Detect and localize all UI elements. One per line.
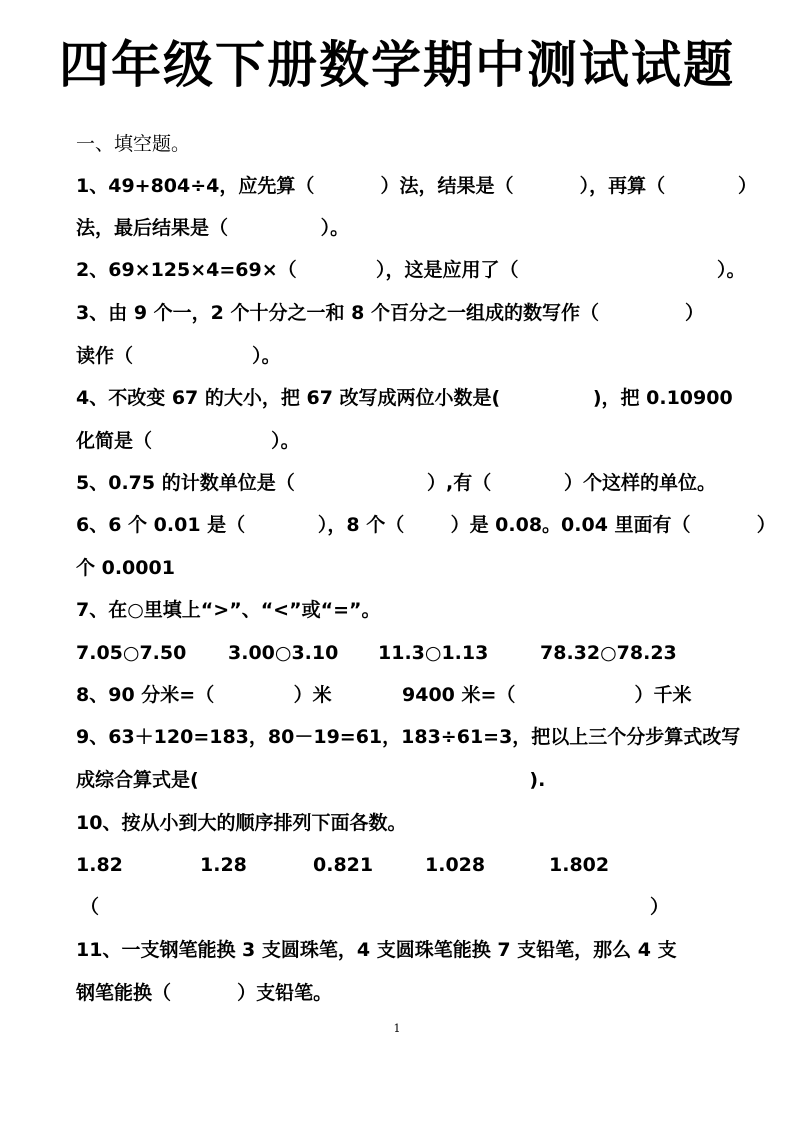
question-1-line-2: 法，最后结果是（ ）。 xyxy=(76,217,350,239)
number-item: 1.28 xyxy=(200,854,247,876)
question-4-line-1: 4、不改变 67 的大小，把 67 改写成两位小数是( )，把 0.10900 xyxy=(76,387,733,409)
page-title: 四年级下册数学期中测试试题 xyxy=(59,36,735,94)
question-9-line-2: 成综合算式是( ). xyxy=(76,769,546,791)
question-4-line-2: 化简是（ ）。 xyxy=(76,430,300,452)
question-6-line-2: 个 0.0001 xyxy=(76,557,175,579)
question-2: 2、69×125×4=69×（ ），这是应用了（ ）。 xyxy=(76,259,746,281)
question-11-line-2: 钢笔能换（ ）支铅笔。 xyxy=(76,982,333,1004)
question-5: 5、0.75 的计数单位是（ ）,有（ ）个这样的单位。 xyxy=(76,472,716,494)
answer-paren-close: ） xyxy=(650,896,670,918)
page-number: 1 xyxy=(393,1022,401,1035)
question-7: 7、在○里填上“>”、“<”或“=”。 xyxy=(76,599,381,621)
question-3-line-1: 3、由 9 个一，2 个十分之一和 8 个百分之一组成的数写作（ ） xyxy=(76,302,704,324)
comparison-item: 3.00○3.10 xyxy=(228,642,339,664)
answer-paren-open: （ xyxy=(80,896,100,918)
comparison-item: 7.05○7.50 xyxy=(76,642,187,664)
question-8-part: 9400 米=（ ）千米 xyxy=(402,684,692,706)
section-heading: 一、填空题。 xyxy=(76,133,191,155)
number-item: 0.821 xyxy=(313,854,374,876)
question-11-line-1: 11、一支钢笔能换 3 支圆珠笔，4 支圆珠笔能换 7 支铅笔，那么 4 支 xyxy=(76,939,677,961)
number-item: 1.028 xyxy=(425,854,486,876)
question-6-line-1: 6、6 个 0.01 是（ ），8 个（ ）是 0.08。0.04 里面有（ ） xyxy=(76,514,776,536)
comparison-item: 11.3○1.13 xyxy=(378,642,489,664)
question-1-line-1: 1、49+804÷4，应先算（ ）法，结果是（ ），再算（ ） xyxy=(76,175,757,197)
question-9-line-1: 9、63＋120=183，80－19=61，183÷61=3，把以上三个分步算式改写 xyxy=(76,726,741,748)
question-3-line-2: 读作（ ）。 xyxy=(76,345,281,367)
number-item: 1.802 xyxy=(549,854,610,876)
question-8-part: 8、90 分米=（ ）米 xyxy=(76,684,332,706)
comparison-item: 78.32○78.23 xyxy=(540,642,677,664)
number-item: 1.82 xyxy=(76,854,123,876)
question-10: 10、按从小到大的顺序排列下面各数。 xyxy=(76,812,407,834)
